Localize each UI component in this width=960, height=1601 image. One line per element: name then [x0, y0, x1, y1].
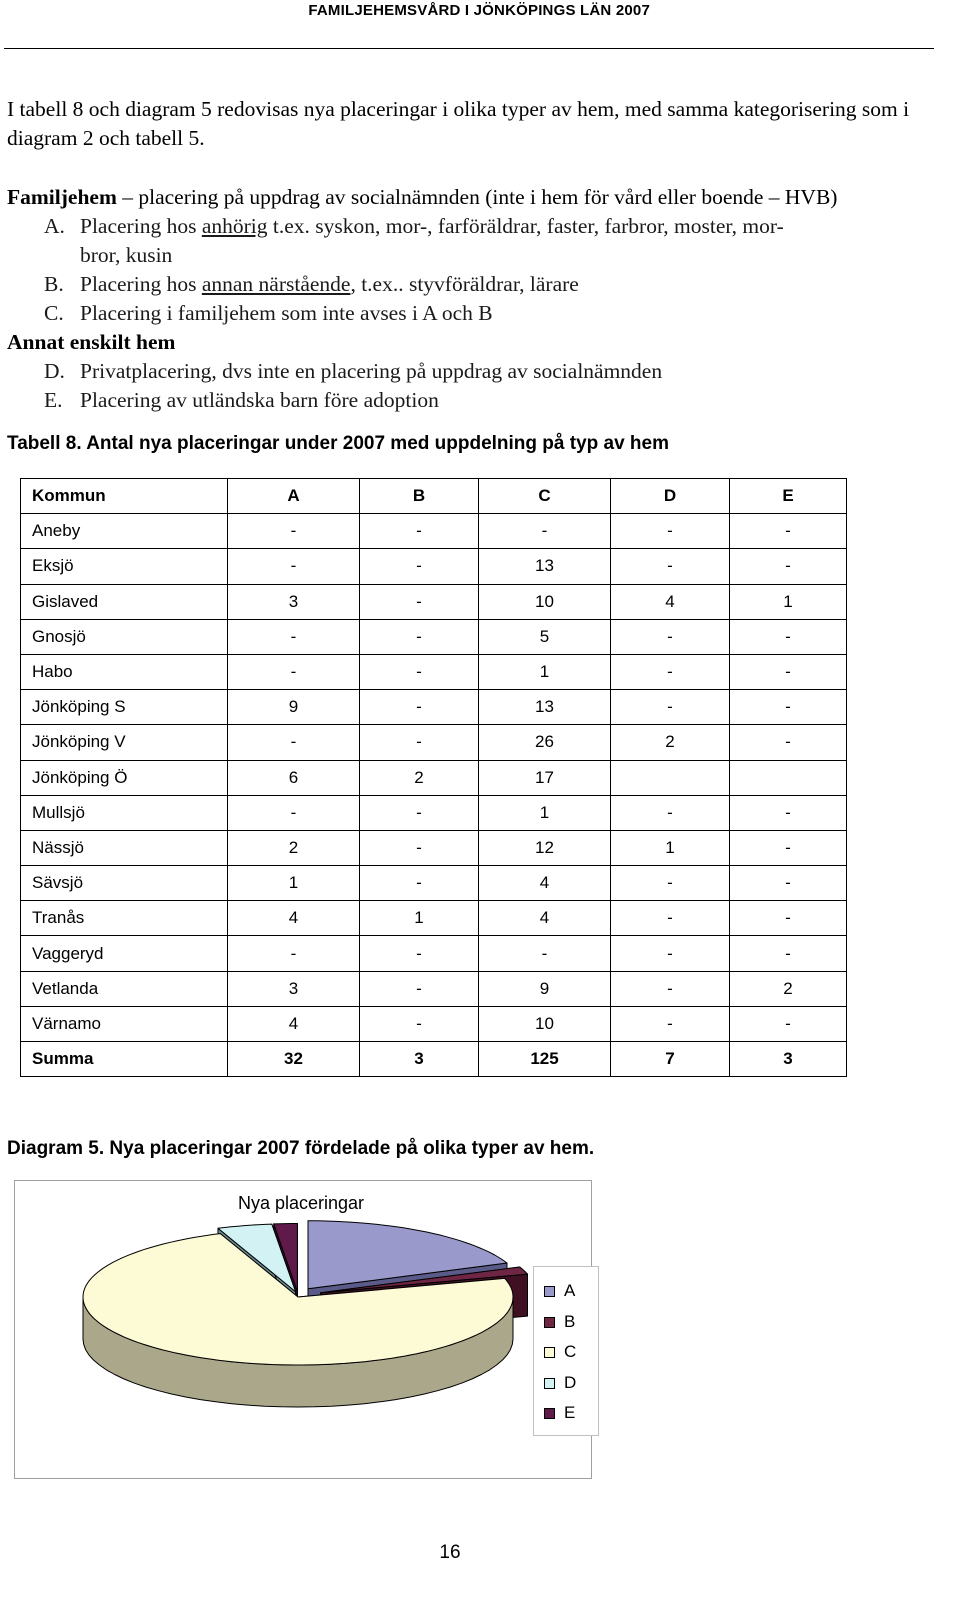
- familjehem-heading: Familjehem: [7, 185, 117, 209]
- legend-swatch-b: [544, 1317, 555, 1328]
- table-cell-c: -: [479, 514, 611, 549]
- table-cell-a: 9: [228, 690, 360, 725]
- table-row: [21, 795, 847, 830]
- table-cell-kommun: Gnosjö: [21, 619, 228, 654]
- table-cell-d: 1: [611, 830, 730, 865]
- table-cell-d: -: [611, 866, 730, 901]
- category-d-label: D.: [44, 359, 65, 383]
- table-cell-e: -: [730, 936, 847, 971]
- legend-swatch-c: [544, 1347, 555, 1358]
- table-cell-c: 9: [479, 971, 611, 1006]
- table-row: [21, 866, 847, 901]
- table-cell-e: -: [730, 549, 847, 584]
- table-cell-c: 10: [479, 584, 611, 619]
- category-c-text: Placering i familjehem som inte avses i A och B: [80, 301, 493, 325]
- category-d: [44, 357, 662, 386]
- category-b-underlined: annan närstående: [201, 272, 351, 296]
- diagram-caption: Diagram 5. Nya placeringar 2007 fördelade på olika typer av hem.: [7, 1138, 595, 1159]
- table-cell-a: -: [228, 795, 360, 830]
- table-cell-d: -: [611, 936, 730, 971]
- table-cell-b: -: [360, 830, 479, 865]
- category-b-rest: , t.ex.. styvföräldrar, lärare: [350, 272, 579, 296]
- table-cell-b: 3: [360, 1042, 479, 1077]
- table-cell-e: -: [730, 514, 847, 549]
- table-cell-b: -: [360, 936, 479, 971]
- category-e-text: Placering av utländska barn före adoption: [80, 388, 439, 412]
- table-cell-d: -: [611, 514, 730, 549]
- chart-legend: [533, 1266, 599, 1436]
- table-cell-b: -: [360, 725, 479, 760]
- legend-swatch-d: [544, 1378, 555, 1389]
- table-cell-kommun: Vaggeryd: [21, 936, 228, 971]
- table-cell-c: C: [479, 479, 611, 514]
- table-cell-a: 4: [228, 1006, 360, 1041]
- table-cell-e: -: [730, 830, 847, 865]
- table-cell-kommun: Kommun: [21, 479, 228, 514]
- table-cell-b: 1: [360, 901, 479, 936]
- table-row: [21, 584, 847, 619]
- header-title: FAMILJEHEMSVÅRD I JÖNKÖPINGS LÄN 2007: [308, 2, 650, 19]
- table-row: [21, 1006, 847, 1041]
- table-cell-a: -: [228, 514, 360, 549]
- table-cell-a: 32: [228, 1042, 360, 1077]
- table-cell-c: 12: [479, 830, 611, 865]
- legend-label-e: E: [564, 1403, 576, 1422]
- table-cell-a: -: [228, 725, 360, 760]
- table-cell-e: -: [730, 690, 847, 725]
- table-row: [21, 936, 847, 971]
- category-a: [44, 212, 924, 241]
- table-cell-kommun: Jönköping V: [21, 725, 228, 760]
- table-cell-kommun: Mullsjö: [21, 795, 228, 830]
- table-cell-d: -: [611, 795, 730, 830]
- table-cell-e: E: [730, 479, 847, 514]
- category-e-label: E.: [44, 388, 63, 412]
- table-cell-b: -: [360, 866, 479, 901]
- table-cell-b: -: [360, 549, 479, 584]
- table-cell-kommun: Jönköping Ö: [21, 760, 228, 795]
- table-cell-e: [730, 760, 847, 795]
- legend-swatch-a: [544, 1286, 555, 1297]
- table-cell-d: 4: [611, 584, 730, 619]
- table-cell-kommun: Sävsjö: [21, 866, 228, 901]
- legend-swatch-e: [544, 1408, 555, 1419]
- table-cell-a: 3: [228, 971, 360, 1006]
- table-cell-a: -: [228, 654, 360, 689]
- table-cell-kommun: Habo: [21, 654, 228, 689]
- table-cell-c: 5: [479, 619, 611, 654]
- category-a-label: A.: [44, 214, 65, 238]
- table-cell-e: 3: [730, 1042, 847, 1077]
- table-cell-c: 26: [479, 725, 611, 760]
- table-cell-c: 125: [479, 1042, 611, 1077]
- table-cell-c: 4: [479, 901, 611, 936]
- table-header-row: [21, 479, 847, 514]
- table-cell-kommun: Nässjö: [21, 830, 228, 865]
- table-cell-a: A: [228, 479, 360, 514]
- category-a-rest: t.ex. syskon, mor-, farföräldrar, faster, farbror, moster, mor-: [267, 214, 784, 238]
- table-cell-d: -: [611, 690, 730, 725]
- table-cell-e: -: [730, 725, 847, 760]
- placements-table: [20, 478, 847, 1077]
- table-cell-a: 3: [228, 584, 360, 619]
- table-cell-d: 7: [611, 1042, 730, 1077]
- table-cell-e: 2: [730, 971, 847, 1006]
- table-row: [21, 760, 847, 795]
- category-a-underlined: anhörig: [201, 214, 268, 238]
- category-b: [44, 270, 579, 299]
- table-cell-e: -: [730, 1006, 847, 1041]
- table-cell-c: 17: [479, 760, 611, 795]
- category-b-pre: Placering hos: [80, 272, 202, 296]
- table-cell-c: 13: [479, 690, 611, 725]
- table-cell-kommun: Gislaved: [21, 584, 228, 619]
- table-row: [21, 690, 847, 725]
- table-row: [21, 514, 847, 549]
- table-cell-b: 2: [360, 760, 479, 795]
- table-cell-kommun: Tranås: [21, 901, 228, 936]
- chart-title: [15, 1193, 593, 1214]
- table-cell-e: -: [730, 619, 847, 654]
- category-c: [44, 299, 493, 328]
- table-cell-d: -: [611, 901, 730, 936]
- table-cell-d: -: [611, 619, 730, 654]
- table-cell-a: -: [228, 619, 360, 654]
- table-cell-d: -: [611, 654, 730, 689]
- table-cell-e: -: [730, 866, 847, 901]
- category-b-label: B.: [44, 272, 64, 296]
- table-cell-e: -: [730, 795, 847, 830]
- table-cell-c: -: [479, 936, 611, 971]
- table-cell-d: -: [611, 1006, 730, 1041]
- table-row: [21, 619, 847, 654]
- annat-heading: Annat enskilt hem: [7, 330, 176, 354]
- category-a-pre: Placering hos: [80, 214, 202, 238]
- table-cell-kommun: Jönköping S: [21, 690, 228, 725]
- table-row: [21, 654, 847, 689]
- table-cell-b: -: [360, 1006, 479, 1041]
- table-cell-b: -: [360, 514, 479, 549]
- table-cell-a: -: [228, 936, 360, 971]
- table-cell-d: 2: [611, 725, 730, 760]
- table-cell-a: -: [228, 549, 360, 584]
- legend-label-a: A: [564, 1281, 576, 1300]
- category-d-text: Privatplacering, dvs inte en placering på uppdrag av socialnämnden: [80, 359, 663, 383]
- table-cell-b: -: [360, 619, 479, 654]
- table-cell-d: -: [611, 549, 730, 584]
- table-total-row: [21, 1042, 847, 1077]
- table-cell-c: 1: [479, 654, 611, 689]
- table-cell-a: 6: [228, 760, 360, 795]
- table-cell-a: 2: [228, 830, 360, 865]
- table-row: [21, 971, 847, 1006]
- table-cell-b: -: [360, 654, 479, 689]
- category-c-label: C.: [44, 301, 64, 325]
- legend-label-d: D: [564, 1372, 577, 1392]
- table-caption: Tabell 8. Antal nya placeringar under 2007 med uppdelning på typ av hem: [7, 433, 670, 454]
- legend-label-c: C: [564, 1342, 577, 1361]
- table-cell-c: 10: [479, 1006, 611, 1041]
- category-a-line2: bror, kusin: [80, 243, 173, 267]
- table-cell-b: -: [360, 690, 479, 725]
- table-row: [21, 830, 847, 865]
- chart-title-text: Nya placeringar: [237, 1193, 365, 1213]
- table-row: [21, 901, 847, 936]
- table-cell-d: D: [611, 479, 730, 514]
- table-cell-d: -: [611, 971, 730, 1006]
- familjehem-description: – placering på uppdrag av socialnämnden (inte i hem för vård eller boende – HVB): [116, 185, 838, 209]
- table-cell-c: 4: [479, 866, 611, 901]
- header-divider: [4, 48, 934, 49]
- table-cell-e: -: [730, 901, 847, 936]
- pie-chart-canvas: [15, 1181, 593, 1480]
- table-cell-kommun: Vetlanda: [21, 971, 228, 1006]
- table-row: [21, 549, 847, 584]
- table-cell-kommun: Summa: [21, 1042, 228, 1077]
- table-cell-b: -: [360, 584, 479, 619]
- table-cell-kommun: Värnamo: [21, 1006, 228, 1041]
- category-e: [44, 386, 439, 415]
- table-cell-d: [611, 760, 730, 795]
- legend-label-b: B: [564, 1311, 576, 1331]
- table-cell-c: 13: [479, 549, 611, 584]
- table-cell-kommun: Aneby: [21, 514, 228, 549]
- table-cell-e: 1: [730, 584, 847, 619]
- table-cell-kommun: Eksjö: [21, 549, 228, 584]
- table-cell-c: 1: [479, 795, 611, 830]
- table-cell-b: -: [360, 971, 479, 1006]
- intro-paragraph: I tabell 8 och diagram 5 redovisas nya placeringar i olika typer av hem, med samma kategorisering som i diagram 2 och tabell 5.: [7, 97, 910, 150]
- page-number: 16: [439, 1542, 461, 1563]
- familjehem-definition: [7, 183, 947, 212]
- table-row: [21, 725, 847, 760]
- table-cell-a: 1: [228, 866, 360, 901]
- table-cell-a: 4: [228, 901, 360, 936]
- table-cell-b: B: [360, 479, 479, 514]
- table-cell-b: -: [360, 795, 479, 830]
- table-cell-e: -: [730, 654, 847, 689]
- pie-chart: [14, 1180, 592, 1479]
